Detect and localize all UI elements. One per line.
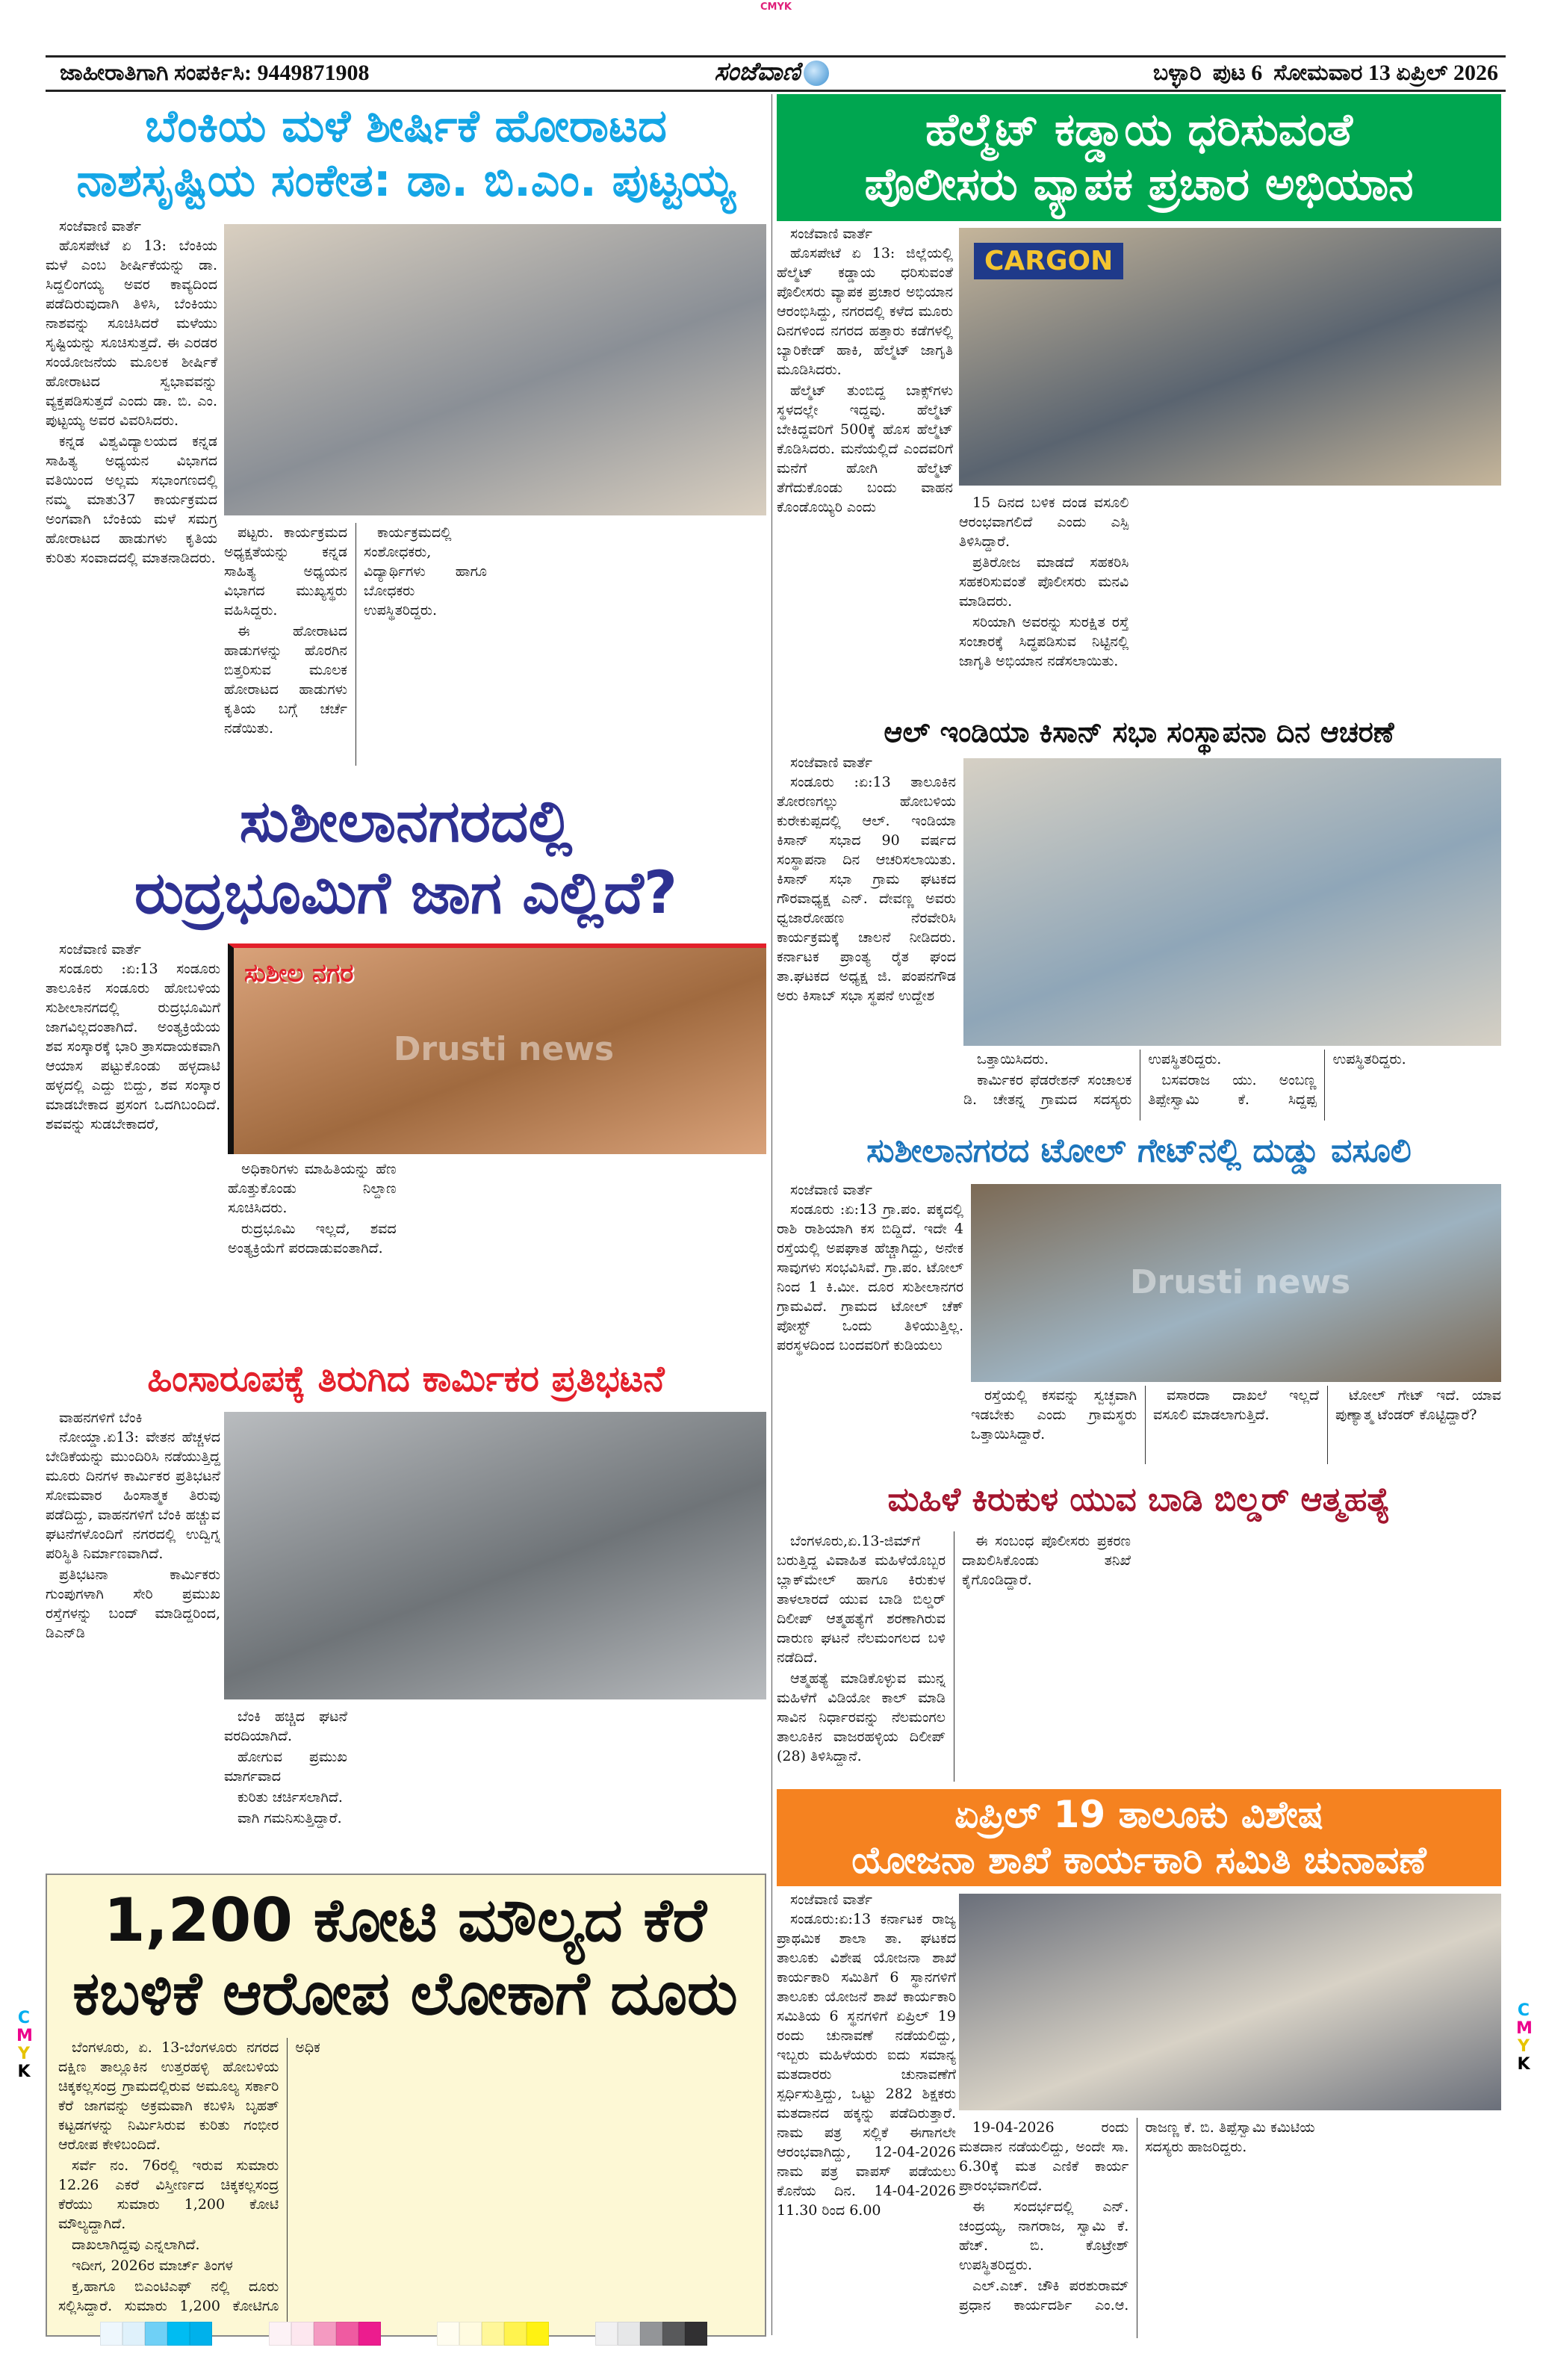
article-body-columns: [963, 1050, 1501, 1121]
cyan-control-bar: [100, 2322, 212, 2346]
article-paragraph: ಕ್ತ,ಹಾಗೂ ಬಿಎಂಟಿಎಫ್ ನಲ್ಲಿ ದೂರು ಸಲ್ಲಿಸಿದ್ದಾರೆ. ಸುಮಾರು 1,200 ಕೋಟಿಗೂ ಅಧಿಕ: [58, 2039, 320, 2314]
headline-line: ರುದ್ರಭೂಮಿಗೆ ಜಾಗ ಎಲ್ಲಿದೆ?: [134, 859, 678, 927]
issue-date: ಸೋಮವಾರ 13 ಏಪ್ರಿಲ್ 2026: [1273, 61, 1498, 85]
article-lead-column: [777, 224, 953, 713]
article-paragraph: ಪ್ರತಿಭಟನಾ ಕಾರ್ಮಿಕರು ಗುಂಪುಗಳಾಗಿ ಸೇರಿ ಪ್ರಮುಖ ರಸ್ತೆಗಳನ್ನು ಬಂದ್ ಮಾಡಿದ್ದರಿಂದ, ಡಿಎನ್‌ಡಿ: [46, 1566, 220, 1641]
article-paragraph: ಅಧಿಕಾರಿಗಳು ಮಾಹಿತಿಯನ್ನು ಹೆಣ ಹೊತ್ತುಕೊಂಡು ನಿಲ್ದಾಣ ಸೂಚಿಸಿದರು.: [228, 1161, 397, 1216]
article-body-columns: [971, 1386, 1501, 1464]
globe-icon: [804, 61, 829, 86]
article-paragraph: 19-04-2026 ರಂದು ಮತದಾನ ನಡೆಯಲಿದ್ದು, ಅಂದೇ ಸಾ. 6.30ಕ್ಕೆ ಮತ ಎಣಿಕೆ ಕಾರ್ಯ ಪ್ರಾರಂಭವಾಗಲಿದೆ.: [959, 2119, 1129, 2194]
cmyk-y: Y: [18, 2045, 30, 2063]
page-number: ಪುಟ 6: [1212, 61, 1263, 85]
edition-info: [1153, 60, 1498, 87]
headline-line: ಯೋಜನಾ ಶಾಖೆ ಕಾರ್ಯಕಾರಿ ಸಮಿತಿ ಚುನಾವಣೆ: [851, 1838, 1426, 1882]
article-paragraph: ಸಂಡೂರು :ಏ:13 ತಾಲೂಕಿನ ತೋರಣಗಲ್ಲು ಹೋಬಳಿಯ ಕುರೇಕುಪ್ಪದಲ್ಲಿ ಆಲ್. ಇಂಡಿಯಾ ಕಿಸಾನ್ ಸಭಾದ 90 ವರ್ಷದ ಸಂಸ್ಥಾಪನಾ ದಿನ ಆಚರಿಸಲಾಯಿತು. ಕಿಸಾನ್ ಸಭಾ ಗ್ರಾಮ ಘಟಕದ ಗೌರವಾಧ್ಯಕ್ಷ ಎನ್. ದೇವಣ್ಣ ಅವರು ಧ್ವಜಾರೋಹಣ ನೆರವೇರಿಸಿ ಕಾರ್ಯಕ್ರಮಕ್ಕೆ ಚಾಲನೆ ನೀಡಿದರು. ಕರ್ನಾಟಕ ಪ್ರಾಂತ್ಯ ರೈತ ಘಂದ ತಾ.ಘಟಕದ ಅಧ್ಯಕ್ಷ ಜಿ. ಪಂಪನಗೌಡ ಅರು ಕಿಸಾಬ್ ಸಭಾ ಸ್ಥಪನೆ ಉದ್ದೇಶ: [777, 774, 956, 1004]
photo-watermark: Drusti news: [1130, 1263, 1351, 1301]
cmyk-y: Y: [1518, 2037, 1530, 2056]
headline-line: ನಾಶಸೃಷ್ಟಿಯ ಸಂಕೇತ: ಡಾ. ಬಿ.ಎಂ. ಪುಟ್ಟಯ್ಯ: [76, 155, 736, 207]
headline: [777, 713, 1501, 751]
cmyk-m: M: [16, 2027, 33, 2045]
registration-mark-left: [16, 2009, 31, 2081]
article-photo: [959, 228, 1501, 486]
headline-line: ಸುಶೀಲಾನಗರದಲ್ಲಿ: [239, 788, 573, 856]
headline: [46, 781, 766, 935]
headline: [56, 1882, 754, 2032]
article-paragraph: ಹೋಗುವ ಪ್ರಮುಖ ಮಾರ್ಗವಾದ: [224, 1749, 347, 1785]
byline: ಸಂಜೆವಾಣಿ ವಾರ್ತೆ: [59, 941, 142, 958]
headline-line: 1,200 ಕೋಟಿ ಮೌಲ್ಯದ ಕೆರೆ: [103, 1885, 707, 1956]
edition-city: ಬಳ್ಳಾರಿ: [1152, 61, 1202, 85]
article-paragraph: ಬೆಂಕಿ ಹಚ್ಚಿದ ಘಟನೆ ವರದಿಯಾಗಿದೆ.: [224, 1708, 347, 1744]
article-body-columns: [959, 2118, 1501, 2338]
byline: ಸಂಜೆವಾಣಿ ವಾರ್ತೆ: [790, 1182, 873, 1198]
headline-line: ಬೆಂಕಿಯ ಮಳೆ ಶೀರ್ಷಿಕೆ ಹೋರಾಟದ: [145, 99, 667, 152]
article-paragraph: ಪ್ರತಿರೋಜ ಮಾಡದೆ ಸಹಕರಿಸಿ ಸಹಕರಿಸುವಂತೆ ಪೊಲೀಸರು ಮನವಿ ಮಾಡಿದರು.: [959, 554, 1129, 610]
header-bottom-rule: [46, 90, 1506, 92]
article-photo: [224, 1412, 766, 1699]
logo-text: ಸಂಜೆವಾಣಿ: [714, 57, 801, 87]
article-body-columns: [224, 523, 766, 766]
ad-contact: ಜಾಹೀರಾತಿಗಾಗಿ ಸಂಪರ್ಕಿಸಿ: 9449871908: [60, 61, 370, 85]
cmyk-m: M: [1516, 2019, 1533, 2038]
article-paragraph: ವಸಾರದಾ ದಾಖಲೆ ಇಲ್ಲದೆ ವಸೂಲಿ ಮಾಡಲಾಗುತ್ತಿದೆ.: [1153, 1387, 1319, 1423]
headline: [46, 94, 766, 214]
headline-line: ಹೆಲ್ಮೆಟ್ ಕಡ್ಡಾಯ ಧರಿಸುವಂತೆ: [925, 103, 1353, 156]
byline: ಸಂಜೆವಾಣಿ ವಾರ್ತೆ: [790, 226, 873, 242]
article-paragraph: ಈ ಸಂದರ್ಭದಲ್ಲಿ ಎನ್. ಚಂದ್ರಯ್ಯ, ನಾಗರಾಜ, ಸ್ವಾಮಿ ಕೆ. ಹೆಚ್. ಬಿ. ಕೊಟ್ರೇಶ್ ಉಪಸ್ಥಿತರಿದ್ದರು.: [959, 2198, 1129, 2273]
article-paragraph: ಹೊಸಪೇಟೆ ಏ 13: ಜಿಲ್ಲೆಯಲ್ಲಿ ಹೆಲ್ಮೆಟ್ ಕಡ್ಡಾಯ ಧರಿಸುವಂತೆ ಪೊಲೀಸರು ವ್ಯಾಪಕ ಪ್ರಚಾರ ಅಭಿಯಾನ ಆರಂಭಿಸಿದ್ದು, ನಗರದಲ್ಲಿ ಕಳೆದ ಮೂರು ದಿನಗಳಿಂದ ನಗರದ ಹತ್ತಾರು ಕಡೆಗಳಲ್ಲಿ ಬ್ಯಾರಿಕೇಡ್ ಹಾಕಿ, ಹೆಲ್ಮೆಟ್ ಜಾಗೃತಿ ಮೂಡಿಸಿದರು.: [777, 245, 953, 378]
article-body-columns: [58, 2038, 753, 2329]
article-lead-column: [46, 1408, 220, 1860]
headline-line: ಏಪ್ರಿಲ್ 19 ತಾಲೂಕು ವಿಶೇಷ: [954, 1793, 1323, 1836]
article-paragraph: ರಸ್ತೆಯಲ್ಲಿ ಕಸವನ್ನು ಸ್ವಚ್ಛವಾಗಿ ಇಡಬೇಕು ಎಂದು ಗ್ರಾಮಸ್ಥರು ಒತ್ತಾಯಿಸಿದ್ದಾರೆ.: [971, 1387, 1137, 1442]
article-paragraph: 15 ದಿನದ ಬಳಿಕ ದಂಡ ವಸೂಲಿ ಆರಂಭವಾಗಲಿದೆ ಎಂದು ಎಸ್ಪಿ ತಿಳಿಸಿದ್ದಾರೆ.: [959, 495, 1129, 550]
article-paragraph: ವಾಗಿ ಗಮನಿಸುತ್ತಿದ್ದಾರೆ.: [237, 1810, 342, 1826]
headline-line: ಪೊಲೀಸರು ವ್ಯಾಪಕ ಪ್ರಚಾರ ಅಭಿಯಾನ: [864, 158, 1414, 211]
article-paragraph: ಸಂಡೂರು:ಏ:13 ಕರ್ನಾಟಕ ರಾಜ್ಯ ಪ್ರಾಥಮಿಕ ಶಾಲಾ ತಾ. ಘಟಕದ ತಾಲೂಕು ವಿಶೇಷ ಯೋಜನಾ ಶಾಖೆ ಕಾರ್ಯಕಾರಿ ಸಮಿತಿಗೆ 6 ಸ್ಥಾನಗಳಿಗೆ ತಾಲೂಕು ಯೋಜನೆ ಶಾಖೆ ಕಾರ್ಯಕಾರಿ ಸಮಿತಿಯ 6 ಸ್ಥನಗಳಿಗೆ ಏಪ್ರಿಲ್ 19 ರಂದು ಚುನಾವಣೆ ನಡೆಯಲಿದ್ದು, ಇಬ್ಬರು ಮಹಿಳೆಯರು ಐದು ಸಮಾನ್ಯ ಮತದಾರರು ಚುನಾವಣೆಗೆ ಸ್ಪರ್ಧಿಸುತ್ತಿದ್ದು, ಒಟ್ಟು 282 ಶಿಕ್ಷಕರು ಮತದಾನದ ಹಕ್ಕನ್ನು ಪಡೆದಿರುತ್ತಾರೆ. ನಾಮ ಪತ್ರ ಸಲ್ಲಿಕೆ ಈಗಾಗಲೇ ಆರಂಭವಾಗಿದ್ದು, 12-04-2026 ನಾಮ ಪತ್ರ ವಾಪಸ್ ಪಡೆಯಲು ಕೊನೆಯ ದಿನ. 14-04-2026 11.30 ರಿಂದ 6.00: [777, 1911, 956, 2219]
article-photo: [228, 943, 766, 1154]
article-paragraph: ಇದೀಗ, 2026ರ ಮಾರ್ಚ್ ತಿಂಗಳ: [72, 2257, 233, 2274]
article-lead-column: [777, 1180, 963, 1464]
article-paragraph: ಎಲ್.ಎಚ್. ಚೌಕಿ ಪರಶುರಾಮ್ ಪ್ರಧಾನ ಕಾರ್ಯದರ್ಶಿ ಎಂ.ಆ. ರಾಜಣ್ಣ ಕೆ. ಬಿ. ತಿಪ್ಪೆಸ್ವಾಮಿ ಕಮಿಟಿಯ ಸದಸ್ಯರು ಹಾಜರಿದ್ದರು.: [959, 2119, 1315, 2314]
article-lead-column: [46, 217, 217, 766]
article-paragraph: ಒತ್ತಾಯಿಸಿದರು.: [977, 1051, 1049, 1067]
article-lead-column: [46, 940, 220, 1345]
headline-line: ಮಹಿಳೆ ಕಿರುಕುಳ ಯುವ ಬಾಡಿ ಬಿಲ್ಡರ್ ಆತ್ಮಹತ್ಯೆ: [887, 1481, 1391, 1519]
headline-line: ಸುಶೀಲಾನಗರದ ಟೋಲ್ ಗೇಟ್‌ನಲ್ಲಿ ದುಡ್ಡು ವಸೂಲಿ: [866, 1132, 1412, 1171]
article-body-columns: [959, 493, 1501, 713]
article-photo: [224, 224, 766, 515]
article-paragraph: ನೋಯ್ಡಾ.ಏ13: ವೇತನ ಹೆಚ್ಚಳದ ಬೇಡಿಕೆಯನ್ನು ಮುಂದಿರಿಸಿ ನಡೆಯುತ್ತಿದ್ದ ಮೂರು ದಿನಗಳ ಕಾರ್ಮಿಕರ ಪ್ರತಿಭಟನೆ ಸೋಮವಾರ ಹಿಂಸಾತ್ಮಕ ತಿರುವು ಪಡೆದಿದ್ದು, ವಾಹನಗಳಿಗೆ ಬೆಂಕಿ ಹಚ್ಚುವ ಘಟನೆಗಳೊಂದಿಗೆ ನಗರದಲ್ಲಿ ಉದ್ವಿಗ್ನ ಪರಿಸ್ಥಿತಿ ನಿರ್ಮಾಣವಾಗಿದೆ.: [46, 1429, 220, 1562]
headline: [777, 94, 1501, 221]
photo-watermark: Drusti news: [393, 1030, 615, 1069]
newspaper-logo: [657, 57, 889, 90]
article-paragraph: ಈ ಹೋರಾಟದ ಹಾಡುಗಳನ್ನು ಹೊರಗಿನ ಬಿತ್ತರಿಸುವ ಮೂಲಕ ಹೋರಾಟದ ಹಾಡುಗಳು ಕೃತಿಯ ಬಗ್ಗೆ ಚರ್ಚೆ ನಡೆಯಿತು.: [224, 623, 347, 737]
headline-line: ಕಬಳಿಕೆ ಆರೋಪ ಲೋಕಾಗೆ ದೂರು: [72, 1959, 738, 2028]
article-paragraph: ರುದ್ರಭೂಮಿ ಇಲ್ಲದೆ, ಶವದ ಅಂತ್ಯಕ್ರಿಯೆಗೆ ಪರದಾಡುವಂತಾಗಿದೆ.: [228, 1221, 397, 1256]
article-paragraph: ಟೋಲ್ ಗೇಟ್ ಇದೆ. ಯಾವ ಪುಣ್ಯಾತ್ಮ ಟೆಂಡರ್ ಕೊಟ್ಟಿದ್ದಾರೆ?: [1335, 1387, 1501, 1423]
cmyk-k: K: [17, 2063, 31, 2081]
photo-overlay-label: ಸುಶೀಲ ನಗರ: [244, 958, 354, 988]
cmyk-c: C: [17, 2009, 31, 2027]
article-paragraph: ಬಸವರಾಜ ಯು. ಅಂಬಣ್ಣ ತಿಪ್ಪೇಸ್ವಾಮಿ ಕೆ. ಸಿದ್ದಪ್ಪ ಉಪಸ್ಥಿತರಿದ್ದರು.: [1148, 1051, 1406, 1108]
article-paragraph: ಬೆಂಗಳೂರು,ಏ.13-ಜಿಮ್‌ಗೆ ಬರುತ್ತಿದ್ದ ವಿವಾಹಿತ ಮಹಿಳೆಯೊಬ್ಬರ ಬ್ಲಾಕ್‌ಮೇಲ್ ಹಾಗೂ ಕಿರುಕುಳ ತಾಳಲಾರದೆ ಯುವ ಬಾಡಿ ಬಿಲ್ಡರ್ ದಿಲೀಪ್ ಆತ್ಮಹತ್ಯೆಗೆ ಶರಣಾಗಿರುವ ದಾರುಣ ಘಟನೆ ನೆಲಮಂಗಲದ ಬಳಿ ನಡೆದಿದೆ.: [777, 1533, 946, 1666]
article-photo: [963, 758, 1501, 1046]
black-control-bar: [595, 2322, 707, 2346]
article-body-columns: [224, 1707, 766, 1860]
headline: [46, 1352, 766, 1406]
byline: ಸಂಜೆವಾಣಿ ವಾರ್ತೆ: [790, 754, 873, 771]
registration-mark-right: [1516, 2002, 1531, 2074]
article-body-columns: [777, 1531, 1501, 1782]
shop-signboard: CARGON: [974, 243, 1123, 279]
article-paragraph: ಕನ್ನಡ ವಿಶ್ವವಿದ್ಯಾಲಯದ ಕನ್ನಡ ಸಾಹಿತ್ಯ ಅಧ್ಯಯನ ವಿಭಾಗದ ವತಿಯಿಂದ ಅಲ್ಲಮ ಸಭಾಂಗಣದಲ್ಲಿ ನಮ್ಮ ಮಾತು37 ಕಾರ್ಯಕ್ರಮದ ಅಂಗವಾಗಿ ಬೆಂಕಿಯ ಮಳೆ ಸಮಗ್ರ ಹೋರಾಟದ ಹಾಡುಗಳು ಕೃತಿಯ ಕುರಿತು ಸಂವಾದದಲ್ಲಿ ಮಾತನಾಡಿದರು.: [46, 433, 217, 566]
article-paragraph: ಸಂಡೂರು :ಏ:13 ಸಂಡೂರು ತಾಲೂಕಿನ ಸಂಡೂರು ಹೋಬಳಿಯ ಸುಶೀಲಾನಗದಲ್ಲಿ ರುದ್ರಭೂಮಿಗೆ ಜಾಗವಿಲ್ಲದಂತಾಗಿದೆ. ಅಂತ್ಯಕ್ರಿಯೆಯ ಶವ ಸಂಸ್ಕಾರಕ್ಕೆ ಭಾರಿ ತ್ರಾಸದಾಯಕವಾಗಿ ಆಯಾಸ ಪಟ್ಟುಕೊಂಡು ಹಳ್ಳದಾಟಿ ಹಳ್ಳದಲ್ಲಿ ಎದ್ದು ಬಿದ್ದು, ಶವ ಸಂಸ್ಕಾರ ಮಾಡಬೇಕಾದ ಪ್ರಸಂಗ ಒದಗಿಬಂದಿದೆ. ಶವವನ್ನು ಸುಡಬೇಕಾದರೆ,: [46, 961, 220, 1132]
byline: ಸಂಜೆವಾಣಿ ವಾರ್ತೆ: [59, 218, 142, 235]
article-paragraph: ಸರಿಯಾಗಿ ಅವರನ್ನು ಸುರಕ್ಷಿತ ರಸ್ತೆ ಸಂಚಾರಕ್ಕೆ ಸಿದ್ಧಪಡಿಸುವ ನಿಟ್ಟಿನಲ್ಲಿ ಜಾಗೃತಿ ಅಭಿಯಾನ ನಡೆಸಲಾಯಿತು.: [959, 614, 1129, 669]
article-paragraph: ಹೊಸಪೇಟೆ ಏ 13: ಬೆಂಕಿಯ ಮಳೆ ಎಂಬ ಶೀರ್ಷಿಕೆಯನ್ನು ಡಾ. ಸಿದ್ದಲಿಂಗಯ್ಯ ಅವರ ಕಾವ್ಯದಿಂದ ಪಡೆದಿರುವುದಾಗಿ ತಿಳಿಸಿ, ಬೆಂಕಿಯು ನಾಶವನ್ನು ಸೂಚಿಸಿದರೆ ಮಳೆಯು ಸೃಷ್ಟಿಯನ್ನು ಸೂಚಿಸುತ್ತದೆ. ಈ ಎರಡರ ಸಂಯೋಜನೆಯ ಮೂಲಕ ಶೀರ್ಷಿಕೆ ಹೋರಾಟದ ಸ್ವಭಾವವನ್ನು ವ್ಯಕ್ತಪಡಿಸುತ್ತದೆ ಎಂದು ಡಾ. ಬಿ. ಎಂ. ಪುಟ್ಟಯ್ಯ ಅವರ ವಿವರಿಸಿದರು.: [46, 238, 217, 429]
article-photo: [971, 1184, 1501, 1382]
cmyk-c: C: [1517, 2001, 1530, 2020]
byline: ಸಂಜೆವಾಣಿ ವಾರ್ತೆ: [790, 1891, 873, 1908]
article-paragraph: ಸಂಡೂರು :ಏ:13 ಗ್ರಾ.ಪಂ. ಪಕ್ಕದಲ್ಲಿ ರಾಶಿ ರಾಶಿಯಾಗಿ ಕಸ ಬಿದ್ದಿದೆ. ಇದೇ 4 ರಸ್ತೆಯಲ್ಲಿ ಅಪಘಾತ ಹೆಚ್ಚಾಗಿದ್ದು, ಅನೇಕ ಸಾವುಗಳು ಸಂಭವಿಸಿವೆ. ಗ್ರಾ.ಪಂ. ಟೋಲ್ ನಿಂದ 1 ಕಿ.ಮೀ. ದೂರ ಸುಶೀಲಾನಗರ ಗ್ರಾಮವಿದೆ. ಗ್ರಾಮದ ಟೋಲ್ ಚೆಕ್ ಪೋಸ್ಟ್ ಒಂದು ತಿಳಿಯುತ್ತಿಲ್ಲ. ಪರಸ್ಥಳದಿಂದ ಬಂದವರಿಗೆ ಕುಡಿಯಲು: [777, 1201, 963, 1354]
article-paragraph: ಬೆಂಗಳೂರು, ಏ. 13-ಬೆಂಗಳೂರು ನಗರದ ದಕ್ಷಿಣ ತಾಲ್ಲೂಕಿನ ಉತ್ತರಹಳ್ಳಿ ಹೋಬಳಿಯ ಚಿಕ್ಕಕಲ್ಲಸಂದ್ರ ಗ್ರಾಮದಲ್ಲಿರುವ ಅಮೂಲ್ಯ ಸರ್ಕಾರಿ ಕೆರೆ ಜಾಗವನ್ನು ಅಕ್ರಮವಾಗಿ ಕಬಳಿಸಿ ಬೃಹತ್ ಕಟ್ಟಡಗಳನ್ನು ನಿರ್ಮಿಸಿರುವ ಕುರಿತು ಗಂಭೀರ ಆರೋಪ ಕೇಳಿಬಂದಿದೆ.: [58, 2039, 279, 2153]
headline-line: ಆಲ್ ಇಂಡಿಯಾ ಕಿಸಾನ್ ಸಭಾ ಸಂಸ್ಥಾಪನಾ ದಿನ ಆಚರಣೆ: [884, 715, 1394, 749]
article-lead-column: [777, 753, 956, 1121]
article-paragraph: ಕುರಿತು ಚರ್ಚಿಸಲಾಗಿದೆ.: [237, 1789, 343, 1806]
article-paragraph: ಈ ಸಂಬಂಧ ಪೊಲೀಸರು ಪ್ರಕರಣ ದಾಖಲಿಸಿಕೊಂಡು ತನಿಖೆ ಕೈಗೊಂಡಿದ್ದಾರೆ.: [962, 1533, 1131, 1588]
registration-mark-top: CMYK: [760, 1, 792, 13]
article-paragraph: ಆತ್ಮಹತ್ಯೆ ಮಾಡಿಕೊಳ್ಳುವ ಮುನ್ನ ಮಹಿಳೆಗೆ ವಿಡಿಯೋ ಕಾಲ್ ಮಾಡಿ ಸಾವಿನ ನಿರ್ಧಾರವನ್ನು ನೆಲಮಂಗಲ ತಾಲೂಕಿನ ವಾಜರಹಳ್ಳಿಯ ದಿಲೀಪ್ (28) ತಿಳಿಸಿದ್ದಾನೆ.: [777, 1670, 946, 1764]
article-paragraph: ಕಾರ್ಮಿಕರ ಫೆಡರೇಶನ್ ಸಂಚಾಲಕ ಡಿ. ಚೇತನ್ನ ಗ್ರಾಮದ ಸದಸ್ಯರು ಉಪಸ್ಥಿತರಿದ್ದರು.: [963, 1051, 1222, 1108]
article-body-columns: [228, 1159, 766, 1345]
headline: [777, 1126, 1501, 1177]
headline: [777, 1789, 1501, 1886]
article-paragraph: ಹೆಲ್ಮೆಟ್ ತುಂಬಿದ್ದ ಬಾಕ್ಸ್‌ಗಳು ಸ್ಥಳದಲ್ಲೇ ಇದ್ದವು. ಹೆಲ್ಮೆಟ್ ಬೇಕಿದ್ದವರಿಗೆ 500ಕ್ಕೆ ಹೊಸ ಹೆಲ್ಮೆಟ್ ಕೊಡಿಸಿದರು. ಮನೆಯಲ್ಲಿದೆ ಎಂದವರಿಗೆ ಮನೆಗೆ ಹೋಗಿ ಹೆಲ್ಮೆಟ್ ತೆಗೆದುಕೊಂಡು ಬಂದು ವಾಹನ ಕೊಂಡೊಯ್ಯಿರಿ ಎಂದು: [777, 382, 953, 515]
article-paragraph: ಸರ್ವೆ ನಂ. 76ರಲ್ಲಿ ಇರುವ ಸುಮಾರು 12.26 ಎಕರೆ ವಿಸ್ತೀರ್ಣದ ಚಿಕ್ಕಕಲ್ಲಸಂದ್ರ ಕೆರೆಯು ಸುಮಾರು 1,200 ಕೋಟಿ ಮೌಲ್ಯದ್ದಾಗಿದೆ.: [58, 2157, 279, 2232]
headline-line: ಹಿಂಸಾರೂಪಕ್ಕೆ ತಿರುಗಿದ ಕಾರ್ಮಿಕರ ಪ್ರತಿಭಟನೆ: [147, 1357, 665, 1400]
article-paragraph: ಪಟ್ಟರು. ಕಾರ್ಯಕ್ರಮದ ಅಧ್ಯಕ್ಷತೆಯನ್ನು ಕನ್ನಡ ಸಾಹಿತ್ಯ ಅಧ್ಯಯನ ವಿಭಾಗದ ಮುಖ್ಯಸ್ಥರು ವಹಿಸಿದ್ದರು.: [224, 524, 347, 619]
byline: ವಾಹನಗಳಿಗೆ ಬೆಂಕಿ: [59, 1410, 143, 1426]
article-photo: [959, 1894, 1501, 2110]
article-paragraph: ಕಾರ್ಯಕ್ರಮದಲ್ಲಿ ಸಂಶೋಧಕರು, ವಿದ್ಯಾರ್ಥಿಗಳು ಹಾಗೂ ಬೋಧಕರು ಉಪಸ್ಥಿತರಿದ್ದರು.: [364, 524, 487, 619]
headline: [777, 1475, 1501, 1525]
magenta-control-bar: [269, 2322, 381, 2346]
article-lead-column: [777, 1890, 956, 2338]
cmyk-k: K: [1517, 2055, 1530, 2074]
article-paragraph: ದಾಖಲಾಗಿದ್ದವು ಎನ್ನಲಾಗಿದೆ.: [72, 2237, 200, 2253]
yellow-control-bar: [437, 2322, 549, 2346]
